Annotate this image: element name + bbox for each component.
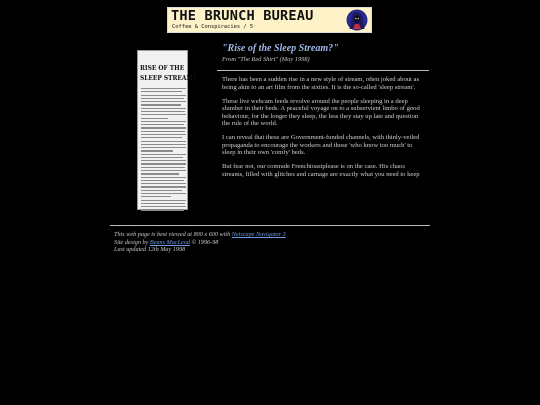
clipping-text-line [141,101,186,102]
clipping-text-line [141,150,173,151]
designer-link[interactable]: Beans MacLeod [149,238,190,246]
clipping-text-line [141,163,186,164]
clipping-text-lines [141,88,186,213]
site-banner[interactable] [167,7,372,33]
clipping-text-line [141,88,186,89]
clipping-text-line [141,131,185,132]
clipping-text-line [141,137,182,138]
clipping-text-line [141,111,185,112]
clipping-text-line [141,114,186,115]
page-footer [114,231,286,254]
clipping-text-line [141,98,184,99]
clipping-text-line [141,121,186,122]
article-paragraph: These live webcam feeds revolve around the people sleeping in a deep slumber in their beds. A peaceful voyage on to a subservient limbo of good behaviour, for the longer they sleep, the less they stay up late and question the rule of the world. [222,97,420,127]
article-title: "Rise of the Sleep Stream?" [222,43,339,54]
clipping-headline [140,63,197,83]
clipping-text-line [141,200,186,201]
clipping-headline-line-2: SLEEP STREAM? [140,74,197,82]
clipping-text-line [141,118,168,119]
clipping-text-line [141,147,186,148]
article-paragraph: There has been a sudden rise in a new style of stream, often joked about as being akin to an art film from the sixties. It is the so-called 'sleep stream'. [222,76,420,91]
article-paragraph: I can reveal that these are Government-funded channels, with thinly-veiled propaganda to encourage the workers and those 'who know too much' to sleep in their own 'comfy' beds. [222,134,420,156]
clipping-text-line [141,173,179,174]
clipping-text-line [141,190,182,191]
clipping-text-line [141,193,186,194]
article-paragraph: But fear not, our comrade Frenchtoastplease is on the case. His chaos streams, filled with glitches and carnage are exactly what you need to keep [222,163,420,178]
divider [110,225,430,226]
clipping-text-line [141,167,185,168]
footer-line-credits [114,239,286,247]
clipping-text-line [141,196,171,197]
article-body [222,76,427,185]
clipping-text-line [141,157,183,158]
clipping-text-line [141,209,184,210]
clipping-text-line [141,144,186,145]
clipping-text-line [141,134,186,135]
site-title: THE BRUNCH BUREAU [171,8,314,24]
footer-line-updated: Last updated 12th May 1998 [114,246,186,253]
clipping-headline-line-1: RISE OF THE [140,64,185,72]
clipping-text-line [141,170,186,171]
clipping-text-line [141,104,181,105]
divider [217,70,429,71]
footer-line-viewing [114,231,286,239]
hooded-figure-icon [346,9,368,31]
clipping-text-line [141,160,186,161]
clipping-text-line [141,141,186,142]
footer-text: Site design by [114,238,150,246]
clipping-text-line [141,124,184,125]
clipping-text-line [141,183,186,184]
clipping-text-line [141,180,184,181]
site-tagline: Coffee & Conspiracies / 5 [172,24,254,30]
clipping-text-line [141,127,186,128]
article-source: From "The Red Shirt" (May 1998) [222,56,310,63]
netscape-link[interactable]: Netscape Navigator 3 [231,231,286,238]
clipping-text-line [141,203,185,204]
clipping-text-line [141,154,186,155]
clipping-text-line [141,206,186,207]
newspaper-clipping-image [137,50,197,210]
clipping-text-line [141,95,186,96]
footer-text: This web page is best viewed at 800 x 600 with [114,231,232,238]
footer-text: © 1996-98 [189,238,219,246]
clipping-text-line [141,177,186,178]
clipping-text-line [141,186,186,187]
clipping-text-line [141,108,186,109]
clipping-text-line [141,91,182,92]
